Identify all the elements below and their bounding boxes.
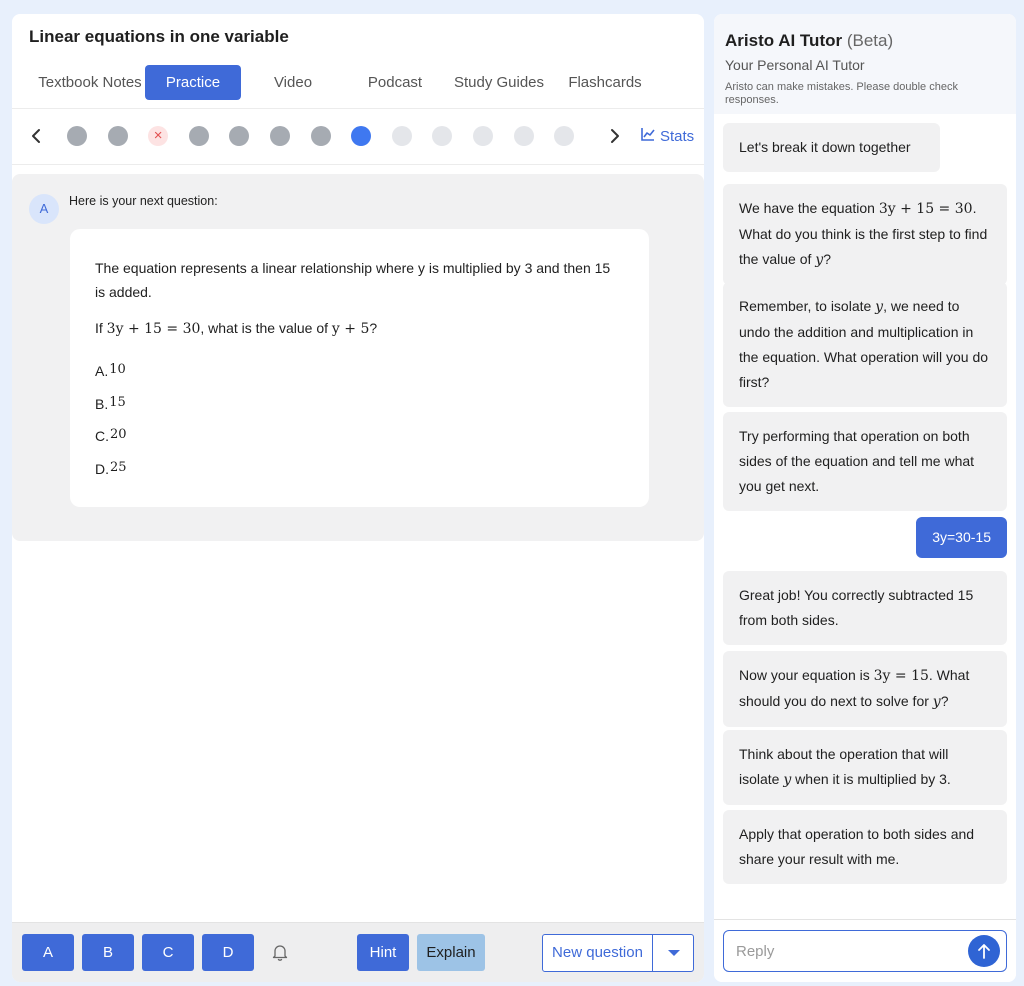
choice-a[interactable]: A.10 bbox=[95, 362, 126, 379]
question-text: The equation represents a linear relationship where y is multiplied by 3 and then 15 is added. bbox=[95, 260, 611, 300]
chat-message: We have the equation 3y + 15 = 30. What do you think is the first step to find the value of y? bbox=[723, 184, 1007, 285]
page-title: Linear equations in one variable bbox=[29, 27, 289, 46]
new-question-button[interactable]: New question bbox=[552, 944, 643, 961]
choice-c[interactable]: C.20 bbox=[95, 427, 127, 444]
progress-dot[interactable] bbox=[311, 126, 331, 146]
equation: 3y + 15 = 30 bbox=[106, 321, 201, 337]
practice-panel bbox=[12, 14, 704, 982]
choice-d[interactable]: D.25 bbox=[95, 460, 127, 477]
tab-textbook-notes[interactable]: Textbook Notes bbox=[38, 74, 142, 91]
tutor-disclaimer: Aristo can make mistakes. Please double check responses. bbox=[725, 81, 958, 106]
progress-dot[interactable] bbox=[189, 126, 209, 146]
progress-dot[interactable] bbox=[554, 126, 574, 146]
stats-label: Stats bbox=[660, 127, 695, 145]
progress-dot[interactable] bbox=[392, 126, 412, 146]
reply-input[interactable] bbox=[736, 941, 956, 961]
answer-toolbar bbox=[12, 922, 704, 982]
line-chart-icon bbox=[640, 126, 656, 146]
answer-a-button[interactable]: A bbox=[22, 934, 74, 971]
user-message: 3y=30-15 bbox=[916, 517, 1007, 558]
tutor-panel bbox=[714, 14, 1016, 982]
chat-message: Apply that operation to both sides and share your result with me. bbox=[723, 810, 1007, 884]
progress-dot[interactable] bbox=[270, 126, 290, 146]
question-intro: Here is your next question: bbox=[69, 194, 218, 208]
reply-bar bbox=[714, 919, 1016, 982]
progress-dot-wrong[interactable] bbox=[148, 126, 168, 146]
tab-video[interactable]: Video bbox=[273, 74, 313, 91]
question-card bbox=[70, 229, 649, 507]
tutor-header bbox=[714, 14, 1016, 114]
question-area bbox=[12, 174, 704, 541]
progress-dot[interactable] bbox=[432, 126, 452, 146]
reply-box bbox=[723, 930, 1007, 972]
progress-dot[interactable] bbox=[67, 126, 87, 146]
chat-message: Great job! You correctly subtracted 15 from both sides. bbox=[723, 571, 1007, 645]
avatar: A bbox=[29, 194, 59, 224]
answer-b-button[interactable]: B bbox=[82, 934, 134, 971]
tab-podcast[interactable]: Podcast bbox=[367, 74, 423, 91]
chat-message: Try performing that operation on both sides of the equation and tell me what you get next. bbox=[723, 412, 1007, 511]
tab-flashcards[interactable]: Flashcards bbox=[568, 74, 642, 91]
chat-message: Let's break it down together bbox=[723, 123, 940, 172]
progress-dot[interactable] bbox=[473, 126, 493, 146]
divider bbox=[12, 108, 704, 109]
bell-icon[interactable] bbox=[270, 942, 290, 962]
progress-dot[interactable] bbox=[229, 126, 249, 146]
chevron-left-icon[interactable] bbox=[24, 124, 48, 148]
divider bbox=[12, 164, 704, 165]
choice-b[interactable]: B.15 bbox=[95, 395, 126, 412]
answer-c-button[interactable]: C bbox=[142, 934, 194, 971]
x-icon: × bbox=[153, 127, 163, 144]
progress-dot[interactable] bbox=[514, 126, 534, 146]
tab-practice[interactable]: Practice bbox=[145, 65, 241, 100]
progress-dot[interactable] bbox=[108, 126, 128, 146]
tab-study-guides[interactable]: Study Guides bbox=[453, 74, 545, 91]
answer-d-button[interactable]: D bbox=[202, 934, 254, 971]
progress-dot-current[interactable] bbox=[351, 126, 371, 146]
tutor-title: Aristo AI Tutor (Beta) bbox=[725, 31, 894, 50]
new-question-split-button bbox=[542, 934, 694, 972]
caret-down-icon[interactable] bbox=[653, 935, 694, 971]
target-expression: y + 5 bbox=[331, 321, 370, 337]
tab-bar bbox=[12, 65, 704, 101]
question-progress bbox=[12, 114, 704, 160]
hint-button[interactable]: Hint bbox=[357, 934, 409, 971]
chat-message: Now your equation is 3y = 15. What should you do next to solve for y? bbox=[723, 651, 1007, 727]
tutor-subtitle: Your Personal AI Tutor bbox=[725, 57, 865, 73]
explain-button[interactable]: Explain bbox=[417, 934, 485, 971]
arrow-up-icon bbox=[968, 954, 1000, 971]
beta-badge: (Beta) bbox=[846, 31, 894, 50]
stats-button[interactable] bbox=[640, 126, 694, 146]
question-prompt: If 3y + 15 = 30, what is the value of y + 5? bbox=[95, 320, 378, 337]
chevron-right-icon[interactable] bbox=[603, 124, 627, 148]
chat-message: Think about the operation that will isolate y when it is multiplied by 3. bbox=[723, 730, 1007, 805]
chat-message: Remember, to isolate y, we need to undo the addition and multiplication in the equation. What operation will you do first? bbox=[723, 282, 1007, 407]
send-button[interactable] bbox=[968, 935, 1000, 967]
